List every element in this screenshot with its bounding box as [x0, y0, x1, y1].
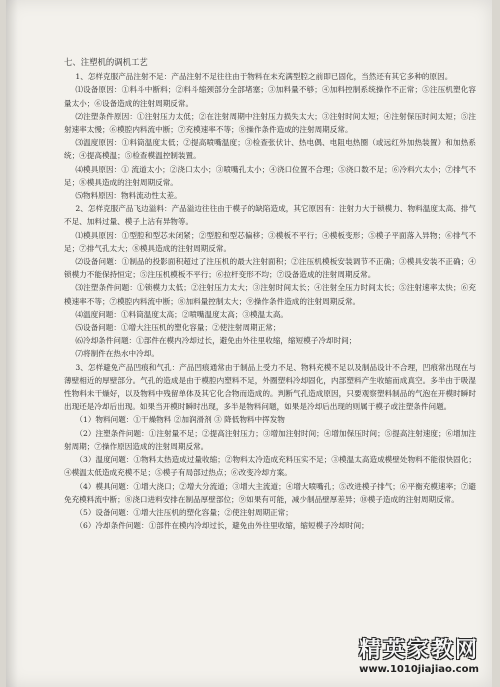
paragraph-12: ⑸设备问题：①增大注压机的塑化容量；②使注射周期正常； — [75, 323, 281, 333]
paragraph-21: （6）冷却条件问题：①部件在模内冷却过长，避免由外往里收缩，缩短模子冷却时间； — [75, 521, 369, 531]
paragraph-5: ⑷模具原因：① 流道太小；②浇口太小；③喷嘴孔太小；④浇口位置不合理；⑤浇口数不足；⑥冷料穴太小；⑦排气不足；⑧模具造成的注射周期反常。 — [64, 164, 476, 187]
section-heading: 七、注塑机的调机工艺 — [64, 57, 148, 67]
paragraph-1: 1、怎样克服产品注射不足：产品注射不足往往由于物料在未充满型腔之前即已固化，当然还有其它多种的原因。 — [75, 72, 453, 82]
paragraph-19: （4）模具问题：①增大浇口；②增大分流道；③增大主流道；④增大喷嘴孔；⑤改进模子排气；⑥平衡充模速率；⑦避免充模料流中断；⑧浇口进料安排在制品厚壁部位；⑨如果有可能，减少制品壁厚差异；⑩模子造成的注射周期反常。 — [64, 481, 476, 504]
paragraph-4: ⑶温度原因：①料筒温度太低；②提高喷嘴温度；③检查张伏计、热电偶、电阻电热圈（或远红外加热装置）和加热系统；④提高模温；⑤检查模温控制装置。 — [64, 138, 476, 161]
paragraph-2: ⑴设备原因：①料斗中断料；②料斗缩颈部分全部堵塞；③加料量不够；④加料控制系统操作不正常；⑤注压机塑化容量太小；⑥设备造成的注射周期反常。 — [64, 85, 476, 108]
paragraph-8: ⑴模具原因：①型腔和型芯未闭紧；②型腔和型芯偏移；③模板不平行；④模板变形；⑤模子平面落入异物；⑥排气不足；⑦排气孔太大；⑧模具造成的注射周期反常。 — [64, 230, 476, 253]
paragraph-15: 3、怎样避免产品凹痕和气孔：产品凹痕通常由于制品上受力不足、物料充模不足以及制品设计不合理，凹痕常出现在与薄壁相近的厚壁部分。气孔的造成是由于模腔内塑料不足，外圈塑料冷却固化，内部塑料产生收缩而成真空。多半由于吸湿性物料未干燥好，以及物料中残留单体及其它化合物而造成的。判断气孔造成原因，只要观察塑料制品的气泡在开模时瞬时出现还是冷却后出现。如果当开模时瞬时出现，多半是物料问题，如果是冷却后出现的则属于模子或注塑条件问题。 — [64, 362, 476, 412]
paragraph-11: ⑷温度问题：①料筒温度太高；②喷嘴温度太高；③模温太高。 — [75, 309, 289, 319]
paragraph-17: （2）注塑条件问题：①注射量不足；②提高注射压力；③增加注射时间；④增加保压时间；⑤提高注射速度；⑥增加注射周期；⑦操作原因造成的注射周期反常。 — [64, 428, 476, 451]
watermark-title: 精英家教网 — [358, 637, 479, 663]
site-watermark — [344, 637, 494, 681]
paragraph-7: 2、怎样克服产品飞边溢料：产品溢边往往由于模子的缺陷造成，其它原因有：注射力大于锁模力、物料温度太高、排气不足、加料过量、模子上沾有异物等。 — [64, 204, 476, 227]
paragraph-3: ⑵注塑条件原因：①注射压力太低；②在注射周期中注射压力损失太大；③注射时间太短；④注射保压时间太短；⑤注射速率太慢；⑥模腔内料流中断；⑦充模速率不等；⑧操作条件造成的注射周期反常。 — [64, 111, 476, 135]
page-binding-shadow — [6, 0, 18, 687]
paragraph-18: （3）温度问题：①物料太热造成过量收缩；②物料太冷造成充料压实不足；③模温太高造成模壁处物料不能很快固化；④模温太低造成充模不足；⑤模子有局部过热点；⑥改变冷却方案。 — [64, 455, 476, 478]
paragraph-9: ⑵设备问题：①制品的投影面积超过了注压机的最大注射面积；②注压机模板安装调节不正确；③模具安装不正确；④锁模力不能保持恒定；⑤注压机模板不平行；⑥拉杆变形不均；⑦设备造成的注射周期反常。 — [64, 257, 476, 280]
paragraph-6: ⑸物料原因：物料流动性太差。 — [75, 191, 182, 201]
watermark-url: www.1010jiajiao.com — [359, 664, 479, 675]
paragraph-13: ⑹冷却条件问题：①部件在模内冷却过长，避免由外往里收缩，缩短模子冷却时间； — [75, 336, 357, 346]
paragraph-10: ⑶注塑条件问题：①锁模力太低；②注射压力太大；③注射时间太长；④注射全压力时间太长；⑤注射速率太快；⑥充模速率不等；⑦模腔内料流中断；⑧加料量控制太大；⑨操作条件造成的注射周期反常。 — [64, 283, 476, 306]
paragraph-14: ⑺将制件在热水中冷却。 — [75, 349, 159, 359]
paragraph-20: （5）设备问题：①增大注压机的塑化容量；②使注射周期正常； — [75, 507, 293, 517]
paragraph-16: （1）物料问题：①干燥物料 ②加润滑剂 ③ 降低物料中挥发物 — [75, 415, 285, 425]
document-body — [64, 56, 476, 532]
